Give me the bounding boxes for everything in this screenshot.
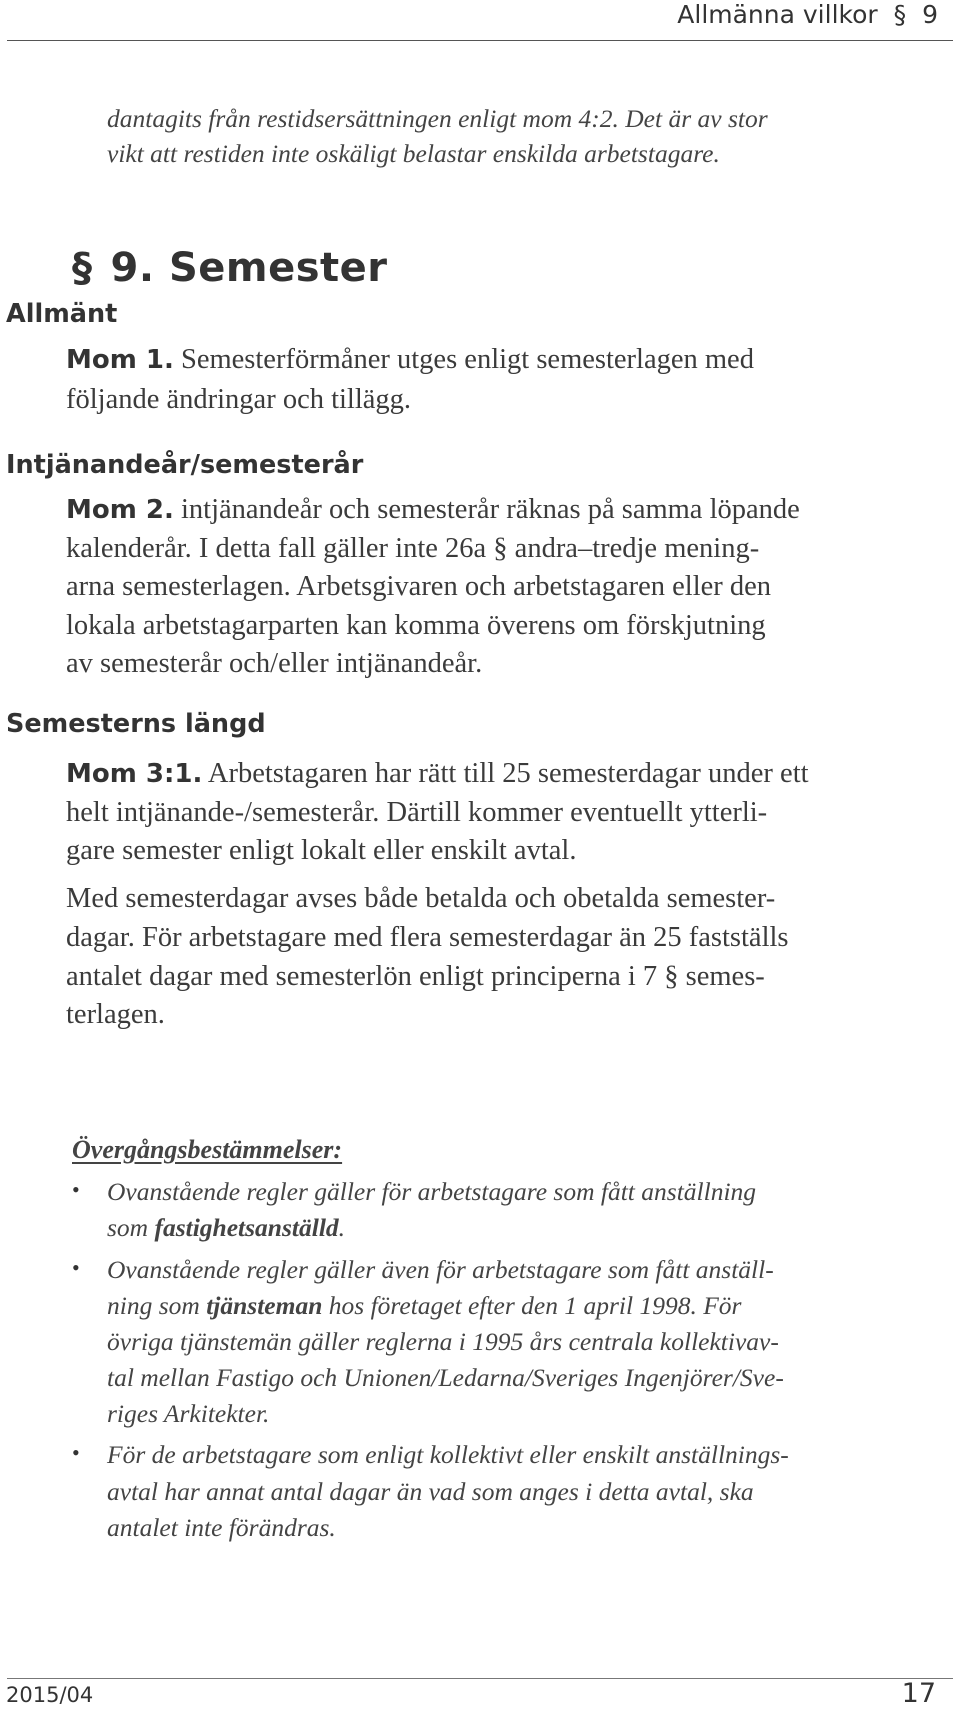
b2-line-1: Ovanstående regler gäller även för arbetstagare som fått anställ- — [107, 1255, 774, 1284]
mom31-text-1: Arbetstagaren har rätt till 25 semesterdagar under ett — [202, 758, 809, 789]
b1-line-2-bold: fastighetsanställd — [154, 1213, 339, 1242]
header-rule — [7, 40, 953, 41]
b2-line-2 — [107, 1291, 741, 1321]
para2-line-2: dagar. För arbetstagare med flera semesterdagar än 25 fastställs — [66, 922, 789, 953]
page-number: 17 — [901, 1678, 936, 1709]
b1-line-2-pre: som — [107, 1213, 155, 1242]
mom1-label: Mom 1. — [66, 345, 174, 375]
footer-date: 2015/04 — [6, 1683, 94, 1707]
intro-line-2: vikt att restiden inte oskäligt belastar enskilda arbetstagare. — [107, 139, 720, 168]
b1-line-2-post: . — [338, 1213, 346, 1242]
header-section: Allmänna villkor — [677, 0, 878, 29]
mom2-line-3: arna semesterlagen. Arbetsgivaren och arbetstagaren eller den — [66, 571, 772, 602]
para2-line-1: Med semesterdagar avses både betalda och obetalda semester- — [66, 883, 776, 914]
para2-line-3: antalet dagar med semesterlön enligt principerna i 7 § semes- — [66, 961, 765, 992]
side-heading-allmant: Allmänt — [6, 299, 118, 329]
section-sign-icon: § — [72, 245, 93, 291]
section-title-text: 9. Semester — [110, 245, 388, 291]
b2-line-2-post: hos företaget efter den 1 april 1998. För — [322, 1291, 742, 1320]
bullet-icon: • — [72, 1255, 80, 1280]
mom1-line-1 — [66, 344, 754, 376]
mom31-label: Mom 3:1. — [66, 759, 203, 789]
mom2-label: Mom 2. — [66, 495, 174, 525]
transitional-title: Övergångsbestämmelser: — [72, 1135, 343, 1164]
footer-rule — [7, 1678, 953, 1679]
b2-line-4: tal mellan Fastigo och Unionen/Ledarna/Sveriges Ingenjörer/Sve- — [107, 1363, 784, 1392]
mom2-line-1 — [66, 494, 800, 526]
b3-line-2: avtal har annat antal dagar än vad som anges i detta avtal, ska — [107, 1477, 754, 1506]
mom1-text-1: Semesterförmåner utges enligt semesterlagen med — [173, 344, 754, 375]
b2-line-2-pre: ning som — [107, 1291, 207, 1320]
section-sign-icon: § — [893, 0, 907, 29]
running-header — [677, 0, 938, 29]
bullet-icon: • — [72, 1440, 80, 1465]
mom2-text-1: intjänandeår och semesterår räknas på samma löpande — [173, 494, 800, 525]
intro-line-1: dantagits från restidsersättningen enligt mom 4:2. Det är av stor — [107, 104, 768, 133]
mom2-line-4: lokala arbetstagarparten kan komma överens om förskjutning — [66, 610, 766, 641]
b2-line-5: riges Arkitekter. — [107, 1399, 270, 1428]
b1-line-1: Ovanstående regler gäller för arbetstagare som fått anställning — [107, 1177, 757, 1206]
para2-line-4: terlagen. — [66, 999, 165, 1030]
b1-line-2 — [107, 1213, 345, 1243]
bullet-icon: • — [72, 1177, 80, 1202]
section-title — [72, 245, 387, 291]
mom1-line-2: följande ändringar och tillägg. — [66, 384, 412, 415]
mom31-line-2: helt intjänande-/semesterår. Därtill kommer eventuellt ytterli- — [66, 797, 768, 828]
side-heading-langd: Semesterns längd — [6, 709, 266, 739]
b3-line-3: antalet inte förändras. — [107, 1513, 336, 1542]
mom2-line-5: av semesterår och/eller intjänandeår. — [66, 648, 483, 679]
mom31-line-1 — [66, 758, 809, 790]
side-heading-intjanandear: Intjänandeår/semesterår — [6, 450, 364, 480]
mom31-line-3: gare semester enligt lokalt eller enskilt avtal. — [66, 835, 577, 866]
b3-line-1: För de arbetstagare som enligt kollektivt eller enskilt anställnings- — [107, 1440, 789, 1469]
header-number: 9 — [922, 0, 938, 29]
b2-line-2-bold: tjänsteman — [206, 1291, 323, 1320]
mom2-line-2: kalenderår. I detta fall gäller inte 26a § andra–tredje mening- — [66, 533, 760, 564]
b2-line-3: övriga tjänstemän gäller reglerna i 1995 års centrala kollektivav- — [107, 1327, 779, 1356]
